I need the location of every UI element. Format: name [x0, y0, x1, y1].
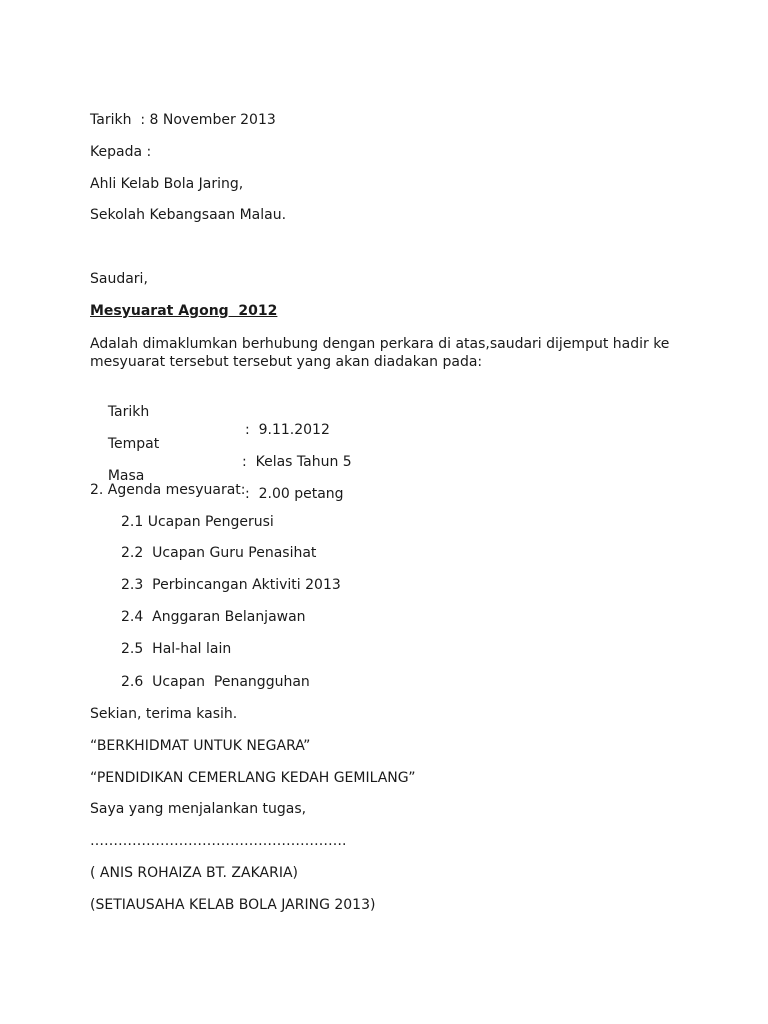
body-line-2: mesyuarat tersebut tersebut yang akan diadakan pada: [90, 354, 483, 370]
agenda-item: 2.6 Ucapan Penangguhan [121, 674, 310, 690]
agenda-item: 2.2 Ucapan Guru Penasihat [121, 545, 317, 561]
detail-label: Tempat [107, 436, 160, 452]
motto-line-2: “PENDIDIKAN CEMERLANG KEDAH GEMILANG” [90, 770, 416, 786]
agenda-heading: 2. Agenda mesyuarat: [90, 482, 246, 498]
subject-heading: Mesyuarat Agong 2012 [90, 303, 278, 319]
recipient-line-2: Sekolah Kebangsaan Malau. [90, 207, 287, 223]
detail-label: Masa [107, 468, 145, 484]
body-line-1: Adalah dimaklumkan berhubung dengan perkara di atas,saudari dijemput hadir ke [90, 336, 670, 352]
to-label: Kepada : [90, 144, 152, 160]
signer-title: (SETIAUSAHA KELAB BOLA JARING 2013) [90, 897, 376, 913]
agenda-item: 2.5 Hal-hal lain [121, 641, 232, 657]
detail-value: : Kelas Tahun 5 [242, 454, 352, 470]
date-line: Tarikh : 8 November 2013 [90, 112, 276, 128]
agenda-item: 2.1 Ucapan Pengerusi [121, 514, 274, 530]
signer-name: ( ANIS ROHAIZA BT. ZAKARIA) [90, 865, 298, 881]
detail-value: : 2.00 petang [245, 486, 344, 502]
agenda-item: 2.3 Perbincangan Aktiviti 2013 [121, 577, 341, 593]
detail-label: Tarikh [107, 404, 150, 420]
salutation: Saudari, [90, 271, 148, 287]
signature-line: ………………………………………………. [90, 833, 347, 849]
recipient-line-1: Ahli Kelab Bola Jaring, [90, 176, 244, 192]
detail-value: : 9.11.2012 [245, 422, 330, 438]
closing-line: Sekian, terima kasih. [90, 706, 238, 722]
motto-line-1: “BERKHIDMAT UNTUK NEGARA” [90, 738, 311, 754]
sign-off: Saya yang menjalankan tugas, [90, 801, 307, 817]
agenda-item: 2.4 Anggaran Belanjawan [121, 609, 306, 625]
